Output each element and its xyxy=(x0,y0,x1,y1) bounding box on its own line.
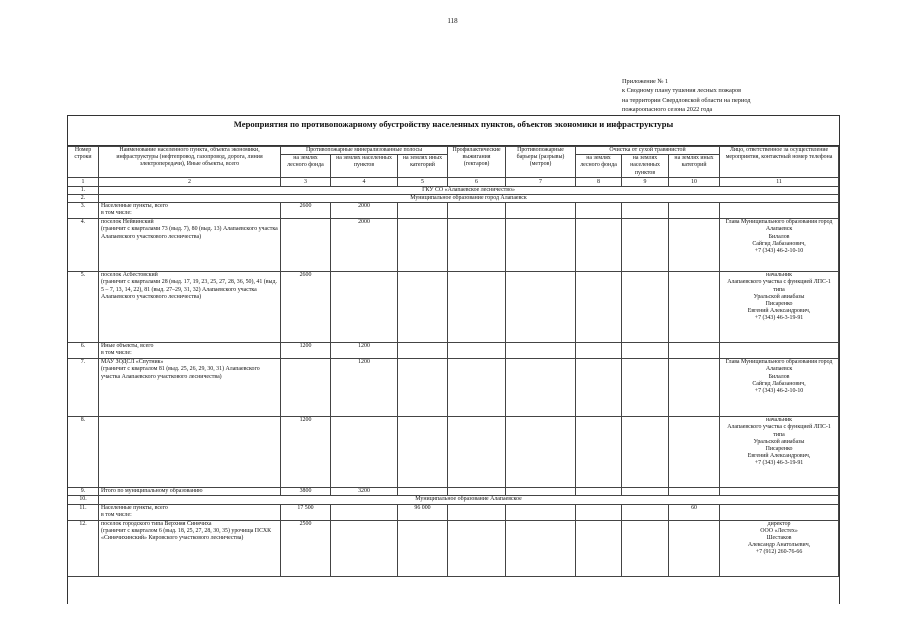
value-cell xyxy=(398,272,448,343)
value-cell xyxy=(622,488,669,496)
value-cell xyxy=(506,488,576,496)
value-cell: 2600 xyxy=(281,272,331,343)
measures-table xyxy=(67,146,839,577)
responsible-person: Глава Муниципального образования город Алапаевск Билалов Сайгид Лабазанович, +7 (343) 46-2-10-10 xyxy=(720,219,839,272)
table-row xyxy=(68,504,839,520)
value-cell: 1200 xyxy=(331,343,398,359)
table-row xyxy=(68,520,839,576)
section-heading: Муниципальное образование Алапаевское xyxy=(99,496,839,504)
measures-table-frame xyxy=(67,115,840,604)
value-cell: 1200 xyxy=(281,343,331,359)
value-cell xyxy=(669,203,720,219)
header-dry-grass-cleaning: Очистка от сухой травянистой xyxy=(576,147,720,155)
object-name: Населенные пункты, всего в том числе: xyxy=(99,504,281,520)
row-number: 4. xyxy=(68,219,99,272)
value-cell xyxy=(576,417,622,488)
value-cell xyxy=(622,417,669,488)
object-name: поселок городского типа Верхняя Синячиха (граничит с кварталом 6 (выд. 18, 25, 27, 28, 30, 35) урочища ПСХК «Синячихинский» Кировского участкового лесничества) xyxy=(99,520,281,576)
value-cell xyxy=(331,504,398,520)
value-cell xyxy=(622,504,669,520)
value-cell xyxy=(398,343,448,359)
row-number: 5. xyxy=(68,272,99,343)
object-name: поселок Асбестовский (граничит с кварталами 28 (выд. 17, 19, 23, 25, 27, 28, 36, 50), 41 (выд. 5 – 7, 13, 14, 22), 81 (выд. 27–29, 31, 32) Алапаевского участка Алапаевского участкового лесничества) xyxy=(99,272,281,343)
value-cell xyxy=(669,219,720,272)
value-cell: 2000 xyxy=(331,203,398,219)
header-cleaning-forest-land: на землях лесного фонда xyxy=(576,155,622,178)
table-row xyxy=(68,417,839,488)
header-strips-forest-land: на землях лесного фонда xyxy=(281,155,331,178)
column-number: 5 xyxy=(398,177,448,186)
header-responsible-person: Лицо, ответственное за осуществление мероприятия, контактный номер телефона xyxy=(720,147,839,178)
row-number: 2. xyxy=(68,195,99,203)
row-number: 1. xyxy=(68,186,99,194)
section-heading: ГКУ СО «Алапаевское лесничество» xyxy=(99,186,839,194)
value-cell xyxy=(576,219,622,272)
column-number: 10 xyxy=(669,177,720,186)
object-name: Итого по муниципальному образованию xyxy=(99,488,281,496)
header-strips-settlement-land: на землях населенных пунктов xyxy=(331,155,398,178)
row-number: 8. xyxy=(68,417,99,488)
object-name: МАУ ЗОДСЛ «Спутник» (граничит с кварталом 81 (выд. 25, 26, 29, 30, 31) Алапаевского участка Алапаевского участкового лесничества) xyxy=(99,359,281,417)
column-number: 11 xyxy=(720,177,839,186)
appendix-line: Приложение № 1 xyxy=(622,78,669,85)
object-name: Населенные пункты, всего в том числе: xyxy=(99,203,281,219)
row-number: 12. xyxy=(68,520,99,576)
value-cell xyxy=(506,272,576,343)
value-cell: 2600 xyxy=(281,203,331,219)
value-cell xyxy=(576,343,622,359)
header-row-1 xyxy=(68,147,839,155)
column-number: 1 xyxy=(68,177,99,186)
value-cell xyxy=(398,520,448,576)
value-cell xyxy=(576,272,622,343)
section-heading: Муниципальное образование город Алапаевск xyxy=(99,195,839,203)
header-prevention-burning: Профилактические выжигания (гектаров) xyxy=(448,147,506,178)
appendix-line: к Сводному плану тушения лесных пожаров xyxy=(622,87,742,95)
column-number: 9 xyxy=(622,177,669,186)
value-cell xyxy=(576,488,622,496)
value-cell xyxy=(622,359,669,417)
responsible-person: директор ООО «Лестех» Шестаков Александр Анатольевич, +7 (912) 260-76-66 xyxy=(720,520,839,576)
table-row xyxy=(68,203,839,219)
appendix-line: на территории Свердловской области на период xyxy=(622,96,751,104)
header-strips-other-land: на землях иных категорий xyxy=(398,155,448,178)
responsible-person: начальник Алапаевского участка с функцией ЛПС-1 типа Уральской авиабазы Писаренко Евгений Александрович, +7 (343) 46-3-19-91 xyxy=(720,272,839,343)
value-cell xyxy=(448,520,506,576)
value-cell xyxy=(506,343,576,359)
column-number-row xyxy=(68,177,839,186)
value-cell xyxy=(506,504,576,520)
value-cell xyxy=(622,520,669,576)
header-cleaning-settlement-land: на землях населенных пунктов xyxy=(622,155,669,178)
value-cell xyxy=(669,520,720,576)
value-cell xyxy=(448,488,506,496)
value-cell xyxy=(398,203,448,219)
header-cleaning-other-land: на землях иных категорий xyxy=(669,155,720,178)
column-number: 8 xyxy=(576,177,622,186)
table-row xyxy=(68,343,839,359)
value-cell xyxy=(281,219,331,272)
row-number: 7. xyxy=(68,359,99,417)
value-cell xyxy=(506,417,576,488)
column-number: 2 xyxy=(99,177,281,186)
value-cell xyxy=(331,417,398,488)
row-number: 3. xyxy=(68,203,99,219)
value-cell: 3800 xyxy=(281,488,331,496)
value-cell xyxy=(669,343,720,359)
responsible-person: начальник Алапаевского участка с функцией ЛПС-1 типа Уральской авиабазы Писаренко Евгений Александрович, +7 (343) 46-3-19-91 xyxy=(720,417,839,488)
value-cell xyxy=(576,203,622,219)
row-number: 10. xyxy=(68,496,99,504)
table-row xyxy=(68,359,839,417)
table-row xyxy=(68,272,839,343)
value-cell: 1200 xyxy=(331,359,398,417)
value-cell xyxy=(669,272,720,343)
row-number: 11. xyxy=(68,504,99,520)
column-number: 4 xyxy=(331,177,398,186)
value-cell xyxy=(669,417,720,488)
value-cell xyxy=(398,219,448,272)
object-name xyxy=(99,417,281,488)
row-number: 9. xyxy=(68,488,99,496)
value-cell: 1200 xyxy=(281,417,331,488)
value-cell xyxy=(576,359,622,417)
value-cell xyxy=(398,417,448,488)
value-cell xyxy=(448,219,506,272)
responsible-person xyxy=(720,504,839,520)
value-cell xyxy=(576,520,622,576)
table-row xyxy=(68,186,839,194)
value-cell xyxy=(576,504,622,520)
value-cell xyxy=(448,203,506,219)
value-cell xyxy=(448,343,506,359)
value-cell xyxy=(669,359,720,417)
table-row xyxy=(68,219,839,272)
appendix-line: пожароопасного сезона 2022 года xyxy=(622,106,713,114)
value-cell xyxy=(331,520,398,576)
header-row-number: Номер строки xyxy=(68,147,99,178)
value-cell xyxy=(448,359,506,417)
header-fire-barriers: Противопожарные барьеры (разрывы) (метров) xyxy=(506,147,576,178)
table-row xyxy=(68,496,839,504)
value-cell xyxy=(506,203,576,219)
appendix-note xyxy=(622,77,751,115)
value-cell: 60 xyxy=(669,504,720,520)
table-title: Мероприятия по противопожарному обустройству населенных пунктов, объектов экономики и инфраструктуры xyxy=(68,116,839,146)
responsible-person xyxy=(720,203,839,219)
header-mineral-strips: Противопожарные минерализованные полосы xyxy=(281,147,448,155)
value-cell xyxy=(448,504,506,520)
responsible-person xyxy=(720,488,839,496)
page-number: 118 xyxy=(447,17,458,25)
row-number: 6. xyxy=(68,343,99,359)
column-number: 6 xyxy=(448,177,506,186)
value-cell xyxy=(506,520,576,576)
value-cell: 96 000 xyxy=(398,504,448,520)
table-row xyxy=(68,195,839,203)
column-number: 3 xyxy=(281,177,331,186)
value-cell: 2000 xyxy=(331,219,398,272)
object-name: поселок Нейвинский (граничит с кварталами 73 (выд. 7), 80 (выд. 13) Алапаевского участка Алапаевского участкового лесничества) xyxy=(99,219,281,272)
responsible-person: Глава Муниципального образования город Алапаевск Билалов Сайгид Лабазанович, +7 (343) 46-2-10-10 xyxy=(720,359,839,417)
value-cell xyxy=(398,359,448,417)
value-cell xyxy=(448,417,506,488)
value-cell: 2500 xyxy=(281,520,331,576)
value-cell xyxy=(622,219,669,272)
value-cell xyxy=(669,488,720,496)
responsible-person xyxy=(720,343,839,359)
value-cell xyxy=(506,219,576,272)
object-name: Иные объекты, всего в том числе: xyxy=(99,343,281,359)
value-cell xyxy=(448,272,506,343)
table-body xyxy=(68,186,839,576)
column-number: 7 xyxy=(506,177,576,186)
value-cell xyxy=(398,488,448,496)
value-cell xyxy=(622,343,669,359)
value-cell xyxy=(622,203,669,219)
value-cell xyxy=(331,272,398,343)
value-cell xyxy=(622,272,669,343)
header-object-name: Наименование населенного пункта, объекта экономики, инфраструктуры (нефтепровод, газопровод, дорога, линия электропередачи), Иные объекты, всего xyxy=(99,147,281,178)
value-cell xyxy=(281,359,331,417)
value-cell xyxy=(506,359,576,417)
table-row xyxy=(68,488,839,496)
value-cell: 3200 xyxy=(331,488,398,496)
value-cell: 17 500 xyxy=(281,504,331,520)
